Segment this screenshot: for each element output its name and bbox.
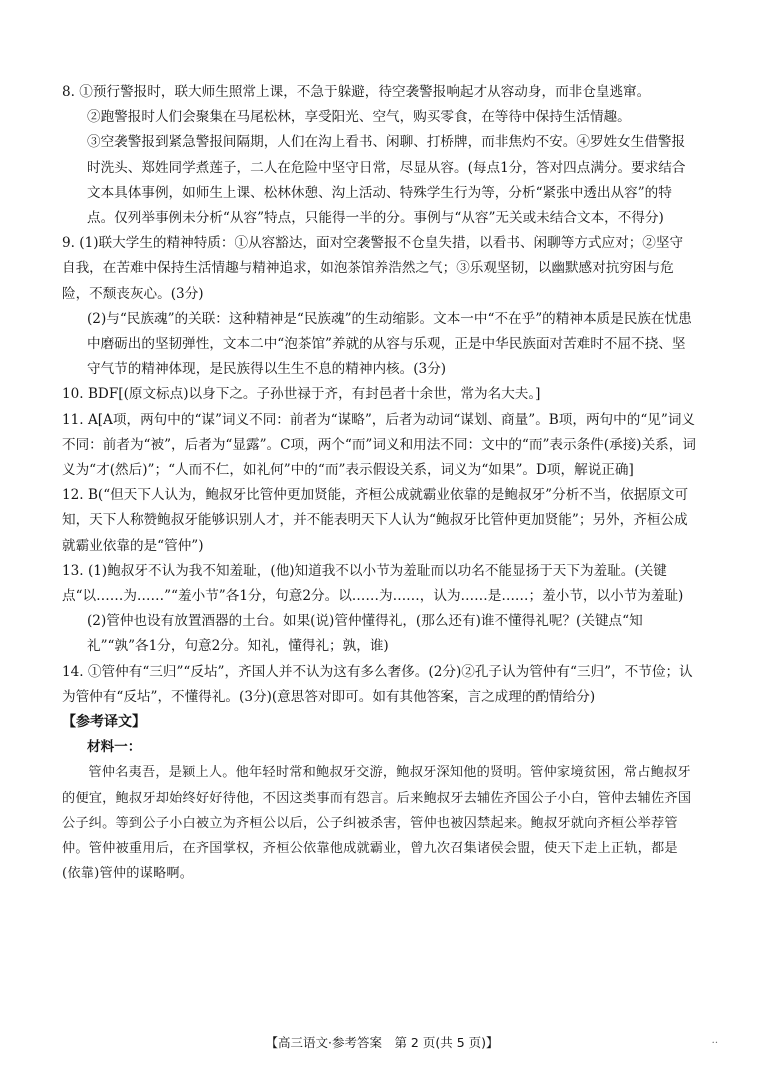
answer-11: 11. A[A项，两句中的“谋”词义不同：前者为“谋略”，后者为动词“谋划、商量”。B项，两句中的“见”词义不同：前者为“被”，后者为“显露”。C项，两个“而”词义和用法不同：文中的“而”表示条件(承接)关系，词义为“才(然后)”；“人而不仁，如礼何”中的“而”表示假设关系，词义为“如果”。D项，解说正确] (62, 411, 696, 479)
answer-13 (62, 559, 696, 660)
answer-9-part-2: (2)与“民族魂”的关联：这种精神是“民族魂”的生动缩影。文本一中“不在乎”的精神本质是民族在忧患中磨砺出的坚韧弹性，文本二中“泡茶馆”养就的从容与乐观，正是中华民族面对苦难时不屈不挠、坚守气节的精神体现，是民族得以生生不息的精神内核。(3分) (87, 310, 692, 378)
material-one-translation: 管仲名夷吾，是颍上人。他年轻时常和鲍叔牙交游，鲍叔牙深知他的贤明。管仲家境贫困，常占鲍叔牙的便宜，鲍叔牙却始终好好待他，不因这类事而有怨言。后来鲍叔牙去辅佐齐国公子小白，管仲去辅佐齐国公子纠。等到公子小白被立为齐桓公以后，公子纠被杀害，管仲也被囚禁起来。鲍叔牙就向齐桓公举荐管仲。管仲被重用后，在齐国掌权，齐桓公依靠他成就霸业，曾九次召集诸侯会盟，使天下走上正轨，都是(依靠)管仲的谋略啊。 (62, 765, 692, 882)
answer-9-part-1: 9. (1)联大学生的精神特质：①从容豁达，面对空袭警报不仓皇失措，以看书、闲聊等方式应对；②坚守自我，在苦难中保持生活情趣与精神追求，如泡茶馆养浩然之气；③乐观坚韧，以幽默感对抗穷困与危险，不颓丧灰心。(3分) (62, 235, 684, 302)
answer-12: 12. B(“但天下人认为，鲍叔牙比管仲更加贤能，齐桓公成就霸业依靠的是鲍叔牙”分析不当，依据原文可知，天下人称赞鲍叔牙能够识别人才，并不能表明天下人认为“鲍叔牙比管仲更加贤能”；另外，齐桓公成就霸业依靠的是“管仲”) (62, 487, 689, 554)
answer-8 (62, 80, 696, 231)
answer-8-line-2: ②跑警报时人们会聚集在马尾松林，享受阳光、空气，购买零食，在等待中保持生活情趣。 (87, 109, 631, 126)
material-one-title: 材料一： (87, 739, 142, 756)
answer-9 (62, 231, 696, 382)
translation-section-title: 【参考译文】 (62, 714, 146, 731)
answer-10: 10. BDF[(原文标点)以身下之。子孙世禄于齐，有封邑者十余世，常为名大夫。] (62, 386, 541, 403)
answer-13-part-2: (2)管仲也设有放置酒器的土台。如果(说)管仲懂得礼，(那么还有)谁不懂得礼呢？(关键点“知礼”“孰”各1分，句意2分。知礼，懂得礼；孰，谁) (87, 613, 643, 655)
corner-mark: ·· (711, 1038, 718, 1049)
answer-13-part-1: 13. (1)鲍叔牙不认为我不知羞耻，(他)知道我不以小节为羞耻而以功名不能显扬于天下为羞耻。(关键点“以……为……”“羞小节”各1分，句意2分。以……为……，认为……是……；羞小节，以小节为羞耻) (62, 562, 684, 605)
page-footer: 【高三语文·参考答案 第 2 页(共 5 页)】 (265, 1035, 499, 1050)
answer-8-line-1: 8. ①预行警报时，联大师生照常上课，不急于躲避，待空袭警报响起才从容动身，而非仓皇逃窜。 (62, 84, 651, 100)
answer-8-line-3: ③空袭警报到紧急警报间隔期，人们在沟上看书、闲聊、打桥牌，而非焦灼不安。④罗姓女生借警报时洗头、郑姓同学煮莲子，二人在危险中坚守日常，尽显从容。(每点1分，答对四点满分。要求结合文本具体事例，如师生上课、松林休憩、沟上活动、特殊学生行为等，分析“紧张中透出从容”的特点。仅列举事例未分析“从容”特点，只能得一半的分。事例与“从容”无关或未结合文本，不得分) (87, 134, 686, 227)
answer-content (62, 80, 696, 887)
answer-14: 14. ①管仲有“三归”“反坫”，齐国人并不认为这有多么奢侈。(2分)②孔子认为管仲有“三归”，不节俭；认为管仲有“反坫”，不懂得礼。(3分)(意思答对即可。如有其他答案，言之成理的酌情给分) (62, 663, 693, 705)
